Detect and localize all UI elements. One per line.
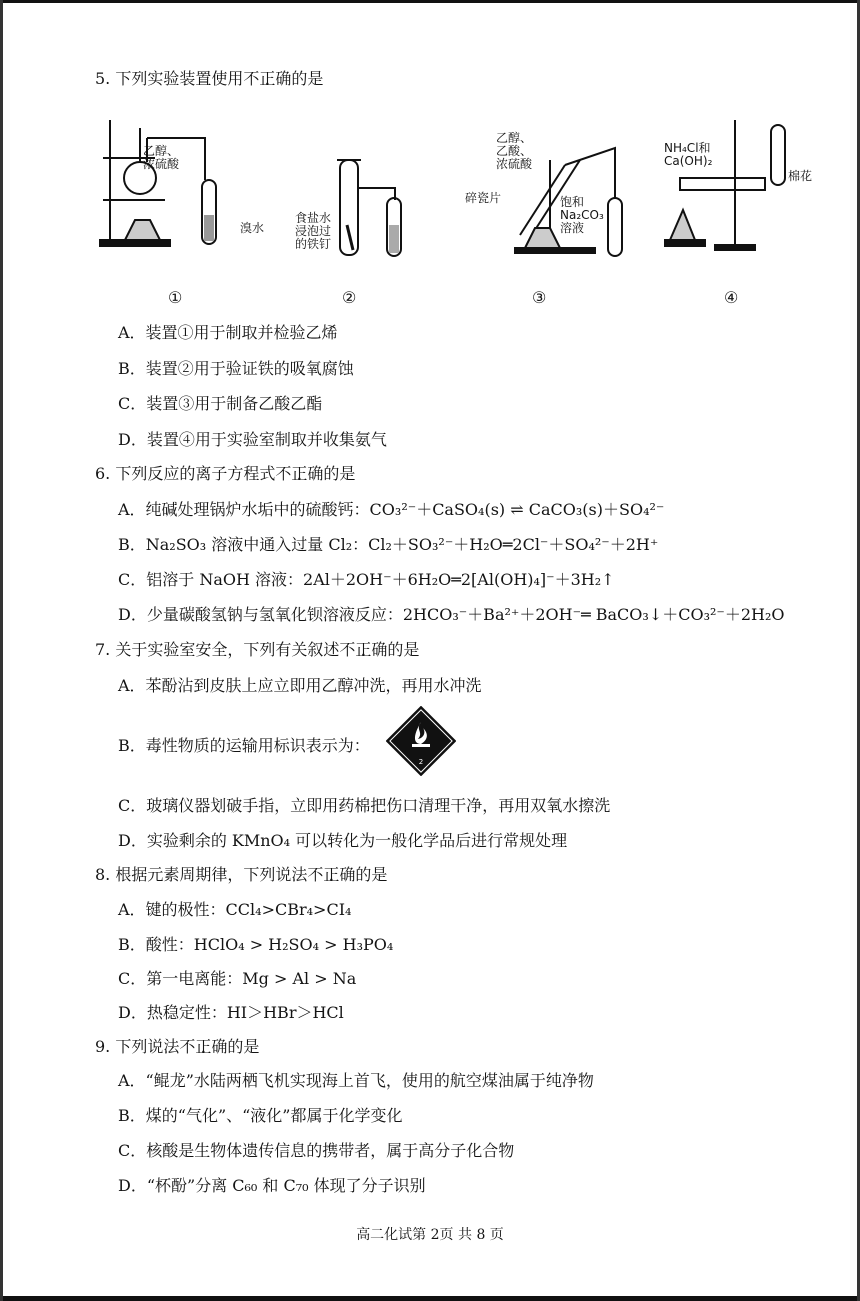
option-8d: D．热稳定性：HI＞HBr＞HCl xyxy=(118,1003,344,1022)
annotation-ammonium-chloride: NH₄Cl和 Ca(OH)₂ xyxy=(664,141,713,168)
question-stem: 下列实验装置使用 xyxy=(115,69,244,88)
option-7b: B．毒性物质的运输用标识表示为： xyxy=(118,736,370,755)
apparatus-4 xyxy=(665,120,785,250)
question-number: 8. xyxy=(95,865,111,884)
question-6 xyxy=(95,461,355,484)
option-8b: B．酸性：HClO₄ > H₂SO₄ > H₃PO₄ xyxy=(118,935,394,954)
annotation-esterification-reagents: 乙醇、 乙酸、 浓硫酸 xyxy=(496,131,533,171)
annotation-cotton: 棉花 xyxy=(788,169,813,183)
emphasis-text: 不正确 xyxy=(275,464,324,483)
option-6c: C．铝溶于 NaOH 溶液：2Al＋2OH⁻＋6H₂O═2[Al(OH)₄]⁻＋3H₂↑ xyxy=(118,570,615,589)
option-6a: A．纯碱处理锅炉水垢中的硫酸钙：CO₃²⁻＋CaSO₄(s) ⇌ CaCO₃(s)＋SO₄²⁻ xyxy=(118,500,665,519)
question-stem-end: 的是 xyxy=(323,464,356,483)
question-stem-end: 的是 xyxy=(387,640,420,659)
option-6d: D．少量碳酸氢钠与氢氧化钡溶液反应：2HCO₃⁻＋Ba²⁺＋2OH⁻═ BaCO₃↓＋CO₃²⁻＋2H₂O xyxy=(118,605,785,624)
annotation-ethanol-sulfuric: 乙醇、 浓硫酸 xyxy=(143,144,180,171)
annotation-salt-water-nail: 食盐水 浸泡过 的铁钉 xyxy=(295,211,332,251)
apparatus-2 xyxy=(337,160,401,256)
annotation-broken-porcelain: 碎瓷片 xyxy=(465,191,502,205)
emphasis-text: 不正确 xyxy=(339,640,388,659)
option-7d: D．实验剩余的 KMnO₄ 可以转化为一般化学品后进行常规处理 xyxy=(118,831,568,850)
apparatus-1 xyxy=(100,120,216,246)
emphasis-text: 不正确 xyxy=(243,69,292,88)
apparatus-figures xyxy=(95,110,815,310)
emphasis-text: 不正确 xyxy=(179,1037,228,1056)
option-9d: D．“杯酚”分离 C₆₀ 和 C₇₀ 体现了分子识别 xyxy=(118,1176,426,1195)
question-5 xyxy=(95,66,323,89)
page-border-bottom xyxy=(0,1296,860,1301)
annotation-bromine-water: 溴水 xyxy=(240,221,265,235)
option-9b: B．煤的“气化”、“液化”都属于化学变化 xyxy=(118,1106,403,1125)
option-6b: B．Na₂SO₃ 溶液中通入过量 Cl₂：Cl₂＋SO₃²⁻＋H₂O═2Cl⁻＋SO₄²⁻＋2H⁺ xyxy=(118,535,659,554)
figure-label-2: ② xyxy=(342,288,357,307)
question-stem-end: 的是 xyxy=(291,69,324,88)
figure-label-1: ① xyxy=(168,288,183,307)
hazard-sign-icon xyxy=(386,706,456,776)
question-stem-end: 的是 xyxy=(355,865,388,884)
option-7c: C．玻璃仪器划破手指，立即用药棉把伤口清理干净，再用双氧水擦洗 xyxy=(118,796,611,815)
figure-label-4: ④ xyxy=(724,288,739,307)
question-stem-end: 的是 xyxy=(227,1037,260,1056)
option-8a: A．键的极性：CCl₄>CBr₄>CI₄ xyxy=(118,900,352,919)
question-stem: 根据元素周期律，下列说法 xyxy=(115,865,308,884)
hazard-class-number: 2 xyxy=(418,758,424,766)
page-footer: 高二化试第 2页 共 8 页 xyxy=(356,1227,504,1243)
question-stem: 下列反应的离子方程式 xyxy=(115,464,276,483)
option-5a: A．装置①用于制取并检验乙烯 xyxy=(118,323,338,342)
figure-label-3: ③ xyxy=(532,288,547,307)
option-9c: C．核酸是生物体遗传信息的携带者，属于高分子化合物 xyxy=(118,1141,515,1160)
option-9a: A．“鲲龙”水陆两栖飞机实现海上首飞，使用的航空煤油属于纯净物 xyxy=(118,1071,594,1090)
emphasis-text: 不正确 xyxy=(307,865,356,884)
question-number: 5. xyxy=(95,69,111,88)
question-7 xyxy=(95,637,419,660)
page-border-left xyxy=(0,0,3,1301)
question-9 xyxy=(95,1034,259,1057)
option-7a: A．苯酚沾到皮肤上应立即用乙醇冲洗，再用水冲洗 xyxy=(118,676,482,695)
option-5b: B．装置②用于验证铁的吸氧腐蚀 xyxy=(118,359,354,378)
question-stem: 关于实验室安全，下列有关叙述 xyxy=(115,640,340,659)
annotation-sodium-carbonate: 饱和 Na₂CO₃ 溶液 xyxy=(560,195,604,235)
question-8 xyxy=(95,862,387,885)
question-number: 6. xyxy=(95,464,111,483)
option-5c: C．装置③用于制备乙酸乙酯 xyxy=(118,394,323,413)
question-number: 9. xyxy=(95,1037,111,1056)
option-8c: C．第一电离能：Mg > Al > Na xyxy=(118,969,357,988)
question-number: 7. xyxy=(95,640,111,659)
option-5d: D．装置④用于实验室制取并收集氨气 xyxy=(118,430,387,449)
page-border-top xyxy=(0,0,860,3)
question-stem: 下列说法 xyxy=(115,1037,180,1056)
